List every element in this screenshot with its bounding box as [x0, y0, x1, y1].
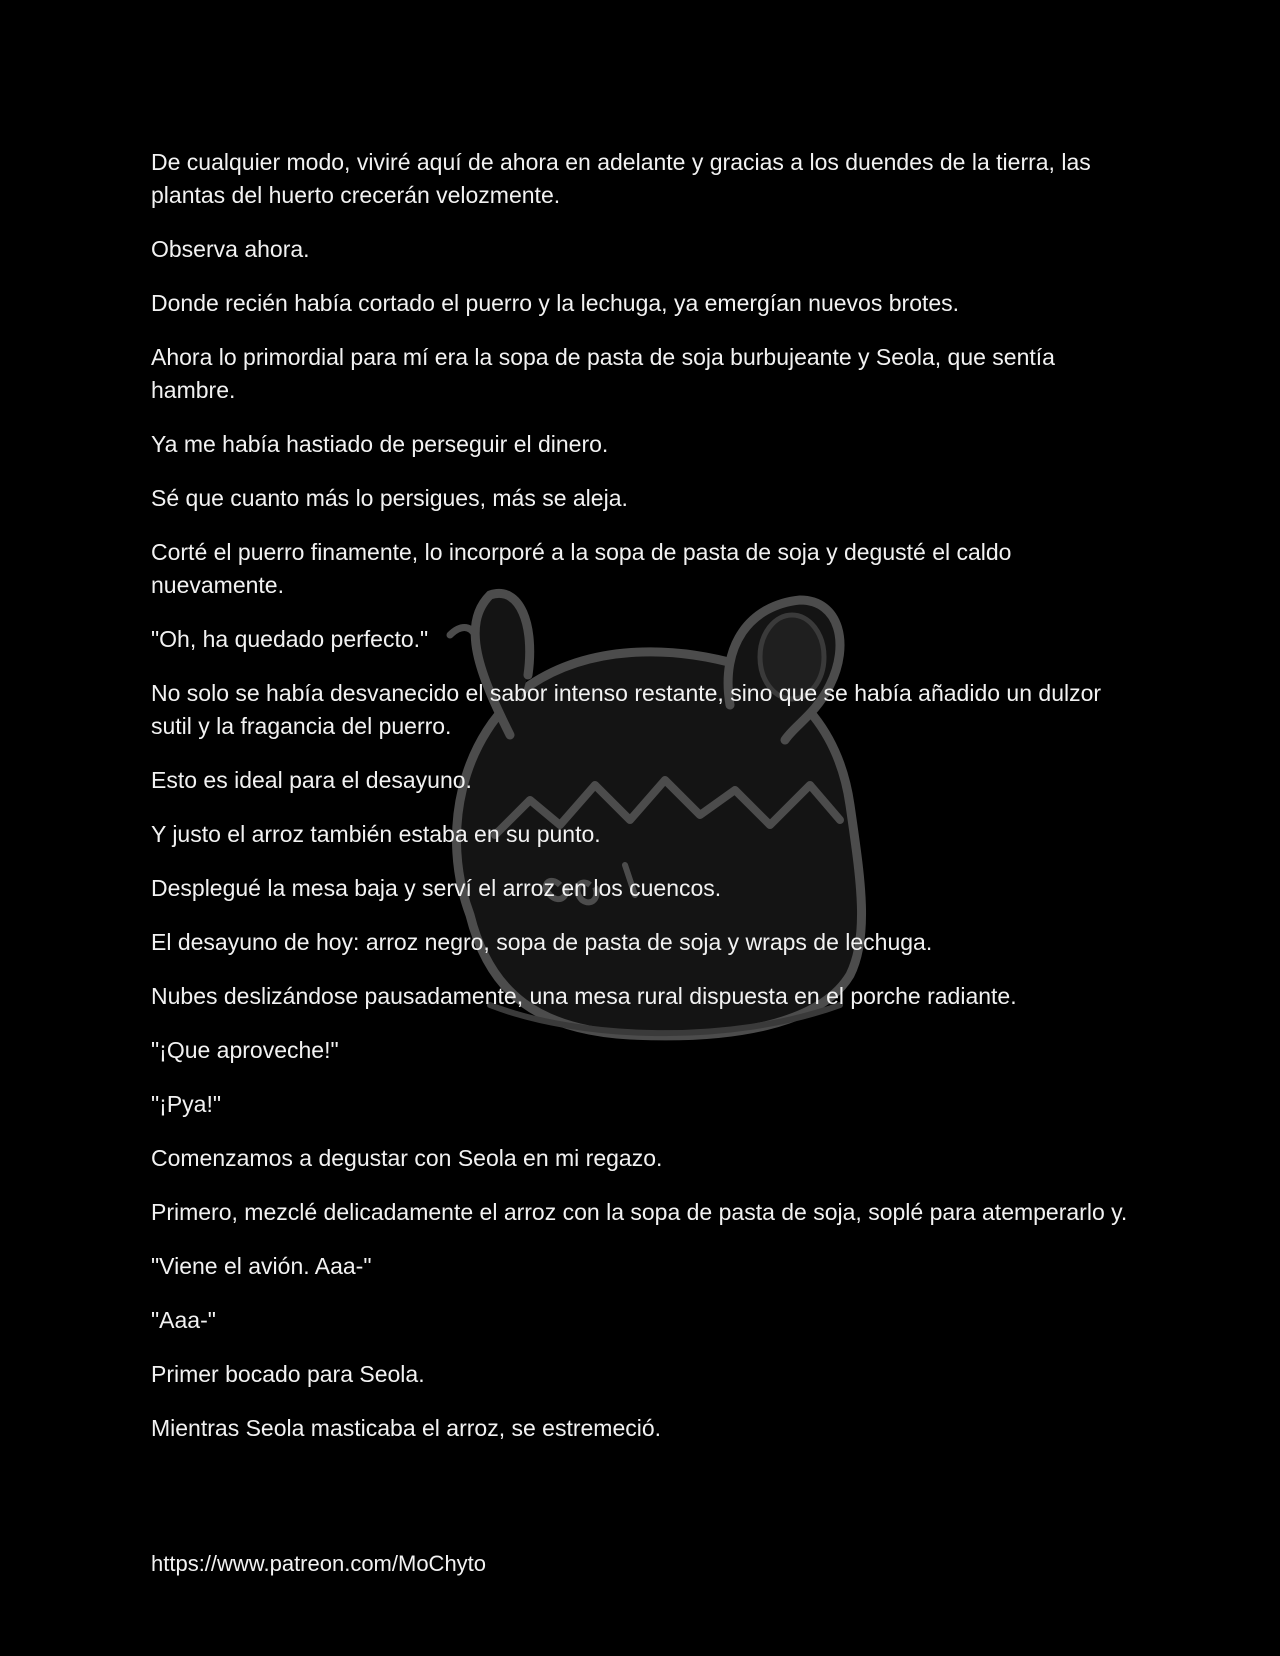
paragraph: Observa ahora. — [151, 236, 310, 262]
paragraph: Primer bocado para Seola. — [151, 1361, 425, 1387]
paragraph: Ya me había hastiado de perseguir el dinero. — [151, 431, 609, 457]
paragraph: Sé que cuanto más lo persigues, más se aleja. — [151, 485, 628, 511]
paragraph: Y justo el arroz también estaba en su punto. — [151, 821, 601, 847]
paragraph: Nubes deslizándose pausadamente, una mesa rural dispuesta en el porche radiante. — [151, 983, 1017, 1009]
paragraph: El desayuno de hoy: arroz negro, sopa de pasta de soja y wraps de lechuga. — [151, 929, 933, 955]
paragraph: De cualquier modo, viviré aquí de ahora en adelante y gracias a los duendes de la tierra, las plantas del huerto crecerán velozmente. — [151, 149, 1091, 208]
paragraph: No solo se había desvanecido el sabor intenso restante, sino que se había añadido un dulzor sutil y la fragancia del puerro. — [151, 680, 1102, 739]
patreon-link[interactable]: https://www.patreon.com/MoChyto — [151, 1551, 487, 1576]
paragraph: "¡Pya!" — [151, 1091, 222, 1117]
paragraph: Corté el puerro finamente, lo incorporé a la sopa de pasta de soja y degusté el caldo nuevamente. — [151, 539, 1012, 598]
paragraph: Esto es ideal para el desayuno. — [151, 767, 472, 793]
paragraph: "Viene el avión. Aaa-" — [151, 1253, 372, 1279]
paragraph: Comenzamos a degustar con Seola en mi regazo. — [151, 1145, 663, 1171]
paragraph: Mientras Seola masticaba el arroz, se estremeció. — [151, 1415, 662, 1441]
paragraph: Primero, mezclé delicadamente el arroz con la sopa de pasta de soja, soplé para atemperarlo y. — [151, 1199, 1128, 1225]
paragraph: "¡Que aproveche!" — [151, 1037, 339, 1063]
paragraph: "Aaa-" — [151, 1307, 216, 1333]
story-text — [151, 146, 1141, 1466]
paragraph: Donde recién había cortado el puerro y la lechuga, ya emergían nuevos brotes. — [151, 290, 960, 316]
paragraph: Ahora lo primordial para mí era la sopa de pasta de soja burbujeante y Seola, que sentía hambre. — [151, 344, 1055, 403]
paragraph: "Oh, ha quedado perfecto." — [151, 626, 429, 652]
paragraph: Desplegué la mesa baja y serví el arroz en los cuencos. — [151, 875, 722, 901]
